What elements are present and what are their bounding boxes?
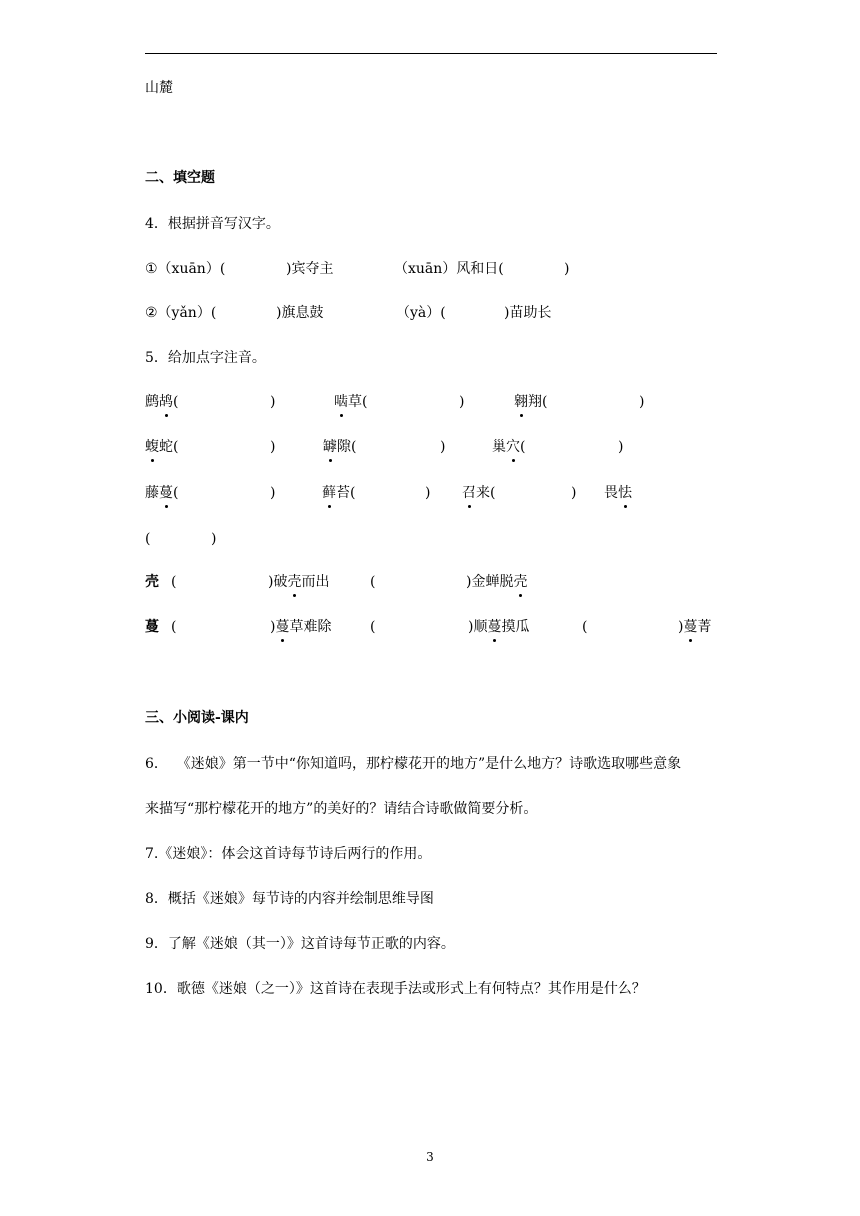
q5-item: 鹧鸪( <box>145 394 179 410</box>
q5-item: 蝮蛇( <box>145 439 179 455</box>
q4-row1-b-open: （xuān）风和日( <box>394 261 504 277</box>
q5-close: ) <box>618 439 624 455</box>
q5-item: 罅隙( <box>323 439 357 455</box>
q5-item: 召来( <box>462 485 496 501</box>
q5-item: 藓苔( <box>322 485 356 501</box>
q4-row1-a-open: ①（xuān）( <box>145 261 226 277</box>
q5-wrap-close: ) <box>211 531 217 547</box>
question-9: 9．了解《迷娘（其一）》这首诗每节正歌的内容。 <box>145 936 455 952</box>
q5-item: 藤蔓( <box>145 485 179 501</box>
man-open: ( <box>171 619 177 635</box>
question-6-line2: 来描写“那柠檬花开的地方”的美好的？请结合诗歌做简要分析。 <box>145 801 538 817</box>
q5-item: 巢穴( <box>492 439 526 455</box>
page-number: 3 <box>426 1150 434 1164</box>
ke-open: ( <box>370 574 376 590</box>
polyphone-man-label: 蔓 <box>145 619 159 635</box>
man-item: )蔓菁 <box>678 619 712 635</box>
ke-item: )破壳而出 <box>268 574 330 590</box>
q5-close: ) <box>571 485 577 501</box>
section-heading-reading: 三、小阅读-课内 <box>145 710 249 726</box>
q5-item: 啮草( <box>334 394 368 410</box>
q5-close: ) <box>425 485 431 501</box>
q5-close: ) <box>639 394 645 410</box>
q5-close: ) <box>440 439 446 455</box>
question-6-line1: 6． 《迷娘》第一节中“你知道吗，那柠檬花开的地方”是什么地方？诗歌选取哪些意象 <box>145 756 682 772</box>
q4-row2-a-open: ②（yǎn）( <box>145 305 217 321</box>
man-open: ( <box>582 619 588 635</box>
q4-row2-b-open: （yà）( <box>396 305 446 321</box>
q5-close: ) <box>459 394 465 410</box>
q4-row2-b-close: )苗助长 <box>504 305 552 321</box>
q4-row1-b-close: ) <box>564 261 570 277</box>
q5-close: ) <box>270 439 276 455</box>
ke-item: )金蝉脱壳 <box>466 574 528 590</box>
q4-row1-a-close: )宾夺主 <box>286 261 334 277</box>
continued-text: 山麓 <box>145 80 173 96</box>
q5-wrap-open: ( <box>145 531 151 547</box>
question-4-prompt: 4．根据拼音写汉字。 <box>145 216 280 232</box>
ke-open: ( <box>171 574 177 590</box>
section-heading-fill-in: 二、填空题 <box>145 170 215 186</box>
man-item: )顺蔓摸瓜 <box>468 619 530 635</box>
q5-item: 畏怯 <box>604 485 632 501</box>
man-item: )蔓草难除 <box>270 619 332 635</box>
q5-item: 翱翔( <box>514 394 548 410</box>
polyphone-ke-label: 壳 <box>145 574 159 590</box>
q5-close: ) <box>270 394 276 410</box>
question-10: 10．歌德《迷娘（之一）》这首诗在表现手法或形式上有何特点？其作用是什么？ <box>145 981 646 997</box>
question-5-prompt: 5．给加点字注音。 <box>145 350 266 366</box>
q5-close: ) <box>270 485 276 501</box>
man-open: ( <box>370 619 376 635</box>
question-8: 8．概括《迷娘》每节诗的内容并绘制思维导图 <box>145 891 434 907</box>
question-7: 7.《迷娘》：体会这首诗每节诗后两行的作用。 <box>145 846 432 862</box>
q4-row2-a-close: )旗息鼓 <box>276 305 324 321</box>
header-rule <box>145 53 717 54</box>
